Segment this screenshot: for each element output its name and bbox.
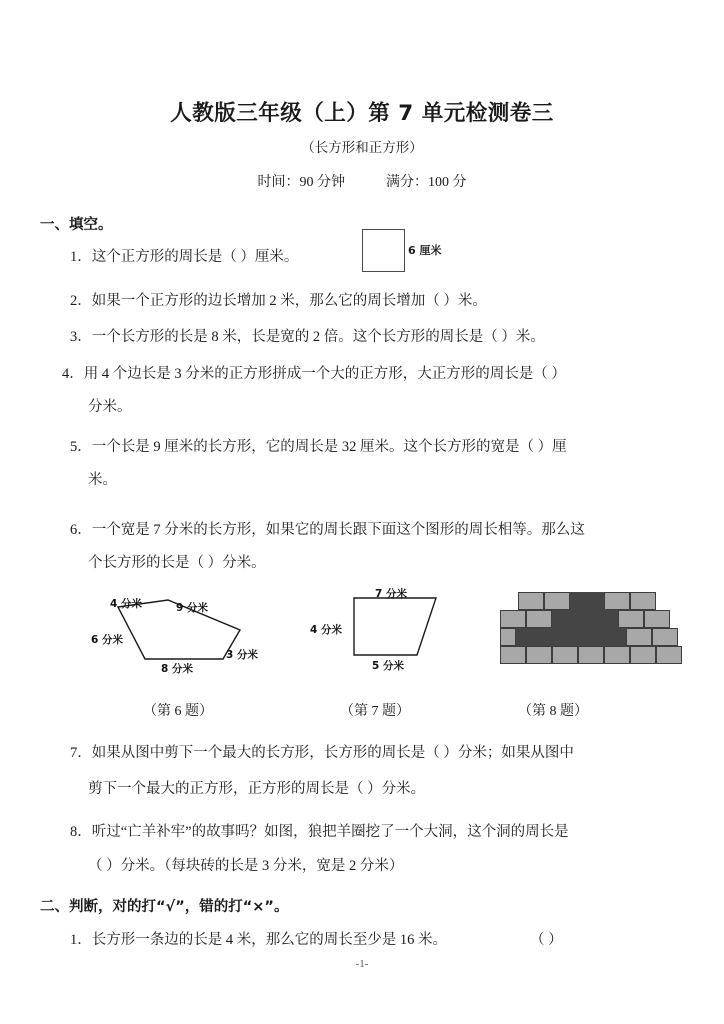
figure-caption-q6: （第 6 题） (143, 704, 213, 719)
trapezoid-label-7: 7 分米 (375, 588, 407, 600)
question-6-line2: 个长方形的长是（ ）分米。 (88, 555, 266, 571)
question-4 (62, 364, 566, 386)
question-6-number: 6． (70, 522, 92, 538)
question-1 (70, 247, 298, 269)
trapezoid-label-4: 4 分米 (310, 624, 342, 636)
exam-meta (0, 171, 724, 191)
brick (552, 646, 578, 664)
question-8-line2: （ ）分米。（每块砖的长是 3 分米，宽是 2 分米） (88, 858, 404, 874)
question-3-text: 一个长方形的长是 8 米，长是宽的 2 倍。这个长方形的周长是（ ）米。 (91, 329, 545, 345)
brick (652, 628, 678, 646)
brick (526, 610, 552, 628)
question-2-text: 如果一个正方形的边长增加 2 米，那么它的周长增加（ ）米。 (91, 293, 487, 309)
brick (500, 628, 516, 646)
question-5-number: 5． (70, 439, 92, 455)
question-7 (70, 743, 574, 765)
brick (526, 646, 552, 664)
page-subtitle: （长方形和正方形） (301, 140, 423, 156)
question-2 (70, 291, 487, 313)
question-3 (70, 327, 545, 349)
question-5-text: 一个长是 9 厘米的长方形，它的周长是 32 厘米。这个长方形的宽是（ ）厘 (91, 439, 567, 455)
brick (604, 646, 630, 664)
brick (644, 610, 670, 628)
square-figure-q1 (362, 229, 405, 272)
question-6-text: 一个宽是 7 分米的长方形，如果它的周长跟下面这个图形的周长相等。那么这 (91, 522, 585, 538)
brick (604, 592, 630, 610)
brick (544, 592, 570, 610)
brick (578, 646, 604, 664)
question-8-text: 听过“亡羊补牢”的故事吗？如图，狼把羊圈挖了一个大洞，这个洞的周长是 (91, 824, 569, 840)
pentagon-label-6: 6 分米 (91, 634, 123, 646)
question-5 (70, 437, 567, 459)
pentagon-label-8: 8 分米 (161, 663, 193, 675)
page-title: 人教版三年级（上）第 7 单元检测卷三 (170, 101, 554, 126)
judgment-question-1 (70, 930, 447, 952)
question-8-number: 8． (70, 824, 92, 840)
brick (500, 610, 526, 628)
brick (500, 646, 526, 664)
question-8 (70, 822, 569, 844)
trapezoid-shape (354, 598, 436, 655)
figure-caption-q8: （第 8 题） (518, 704, 588, 719)
question-2-number: 2． (70, 293, 92, 309)
trapezoid-figure (340, 586, 480, 671)
brick (630, 646, 656, 664)
brick (630, 592, 656, 610)
question-7-line2: 剪下一个最大的正方形，正方形的周长是（ ）分米。 (88, 781, 426, 797)
question-3-number: 3． (70, 329, 92, 345)
question-4-number: 4． (62, 366, 84, 382)
question-6 (70, 520, 585, 542)
page-number: -1- (355, 958, 369, 970)
figure-caption-q7: （第 7 题） (340, 704, 410, 719)
question-1-number: 1． (70, 249, 92, 265)
brick (656, 646, 682, 664)
section-heading-fill-in: 一、填空。 (40, 217, 113, 233)
brick (518, 592, 544, 610)
section-heading-judgment: 二、判断，对的打“√”，错的打“×”。 (40, 899, 289, 915)
question-7-text: 如果从图中剪下一个最大的长方形，长方形的周长是（ ）分米；如果从图中 (91, 745, 574, 761)
pentagon-label-4: 4 分米 (110, 598, 142, 610)
judgment-answer-box[interactable]: （ ） (530, 932, 563, 948)
exam-score: 满分：100 分 (386, 175, 467, 190)
question-4-text: 用 4 个边长是 3 分米的正方形拼成一个大的正方形，大正方形的周长是（ ） (83, 366, 566, 382)
brick (626, 628, 652, 646)
exam-time: 时间：90 分钟 (257, 175, 345, 190)
question-1-text: 这个正方形的周长是（ ）厘米。 (91, 249, 299, 265)
question-7-number: 7． (70, 745, 92, 761)
judgment-question-1-text: 长方形一条边的长是 4 米，那么它的周长至少是 16 米。 (91, 932, 447, 948)
trapezoid-label-5: 5 分米 (372, 660, 404, 672)
pentagon-label-3: 3 分米 (226, 649, 258, 661)
judgment-question-1-number: 1． (70, 932, 92, 948)
question-5-line2: 米。 (88, 472, 117, 488)
question-4-line2: 分米。 (88, 399, 132, 415)
square-figure-label: 6 厘米 (408, 244, 442, 257)
pentagon-label-9: 9 分米 (176, 602, 208, 614)
brick-wall-figure (500, 592, 680, 664)
brick (618, 610, 644, 628)
